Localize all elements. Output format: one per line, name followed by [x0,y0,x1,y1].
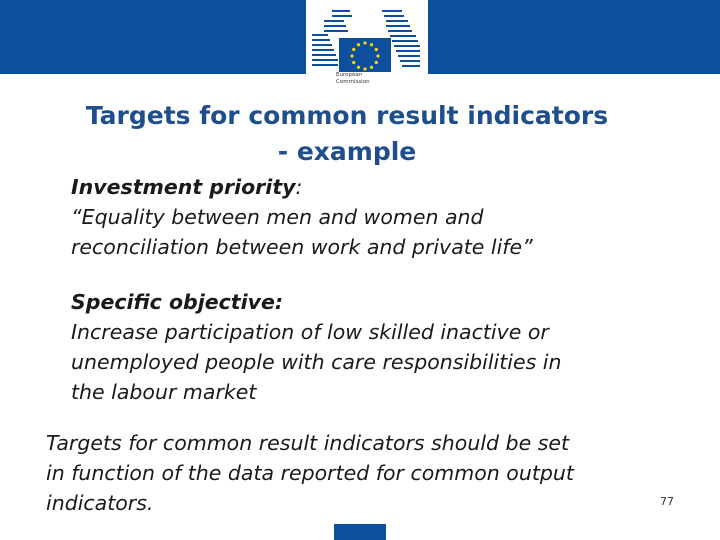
european-commission-logo [306,0,428,96]
investment-priority-text-1: “Equality between men and women and [71,205,484,229]
specific-objective-text-3: the labour market [71,380,257,404]
specific-objective-text-1: Increase participation of low skilled inactive or [71,320,549,344]
title-line-2: - example [277,137,417,166]
investment-priority-block: Investment priority: “Equality between men and women and reconciliation between work and private life” [71,172,631,262]
specific-objective-block [71,287,671,407]
title-line-1: Targets for common result indicators [85,101,609,130]
specific-objective-label: Specific objective: [71,290,284,314]
logo-text: European Commission [336,72,370,85]
targets-note-text-1: Targets for common result indicators should be set [46,431,570,455]
investment-priority-text-2: reconciliation between work and private life” [71,235,533,259]
targets-note-text-3: indicators. [46,491,154,515]
slide-title [0,98,694,170]
targets-note-text-2: in function of the data reported for common output [46,461,574,485]
page-number: 77 [660,495,674,508]
footer-bar [334,524,386,540]
targets-note-block [46,428,686,518]
investment-priority-label: Investment priority [71,175,296,199]
specific-objective-text-2: unemployed people with care responsibilities in [71,350,562,374]
